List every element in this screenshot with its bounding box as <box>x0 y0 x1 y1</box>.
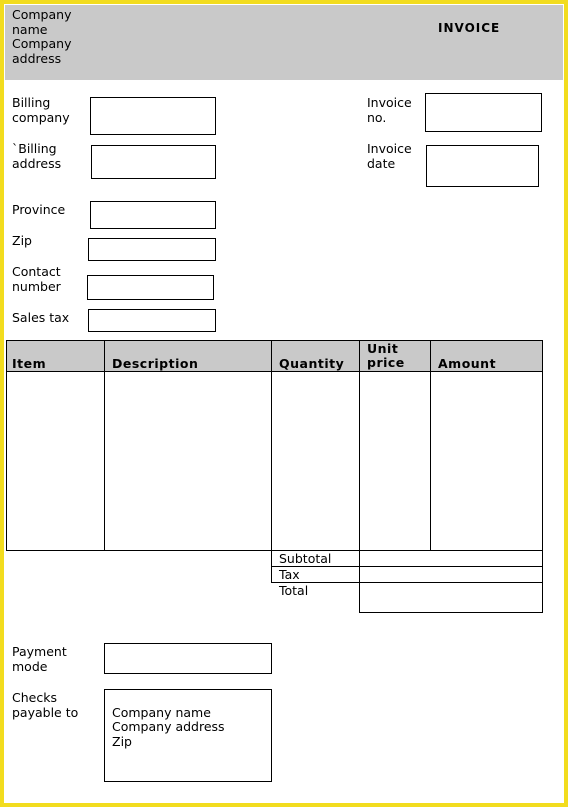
col-divider-2 <box>271 340 272 583</box>
invoice-date-label: Invoice date <box>367 141 412 171</box>
contact-number-field[interactable] <box>87 275 214 300</box>
checks-company-name: Company name <box>112 705 211 720</box>
col-item: Item <box>12 356 47 371</box>
subtotal-label: Subtotal <box>279 551 332 566</box>
col-unit-price: Unit price <box>367 341 405 370</box>
invoice-no-field[interactable] <box>425 93 542 132</box>
col-divider-4 <box>430 340 431 551</box>
billing-address-field[interactable] <box>91 145 216 179</box>
tax-label: Tax <box>279 567 300 582</box>
zip-field[interactable] <box>88 238 216 261</box>
sales-tax-field[interactable] <box>88 309 216 332</box>
col-description: Description <box>112 356 199 371</box>
col-divider-1 <box>104 340 105 551</box>
sales-tax-label: Sales tax <box>12 310 70 325</box>
total-label: Total <box>279 583 309 598</box>
col-amount: Amount <box>438 356 497 371</box>
invoice-no-label: Invoice no. <box>367 95 412 125</box>
invoice-date-field[interactable] <box>426 145 539 187</box>
checks-company-address: Company address <box>112 719 225 734</box>
checks-zip: Zip <box>112 734 132 749</box>
company-name: Company name <box>12 7 72 37</box>
table-bottom-border <box>6 550 543 551</box>
payment-mode-label: Payment mode <box>12 644 67 674</box>
billing-company-label: Billing company <box>12 95 70 125</box>
subtotal-line <box>271 566 543 567</box>
zip-label: Zip <box>12 233 32 248</box>
tax-line-right <box>359 582 543 583</box>
billing-company-field[interactable] <box>90 97 216 135</box>
province-field[interactable] <box>90 201 216 229</box>
header-band <box>5 5 563 80</box>
billing-address-label: `Billing address <box>12 141 62 171</box>
company-address: Company address <box>12 36 72 66</box>
col-quantity: Quantity <box>279 356 345 371</box>
invoice-title: INVOICE <box>438 21 501 35</box>
col-divider-3 <box>359 340 360 613</box>
table-left-border <box>6 340 7 551</box>
table-right-border <box>542 340 543 613</box>
payment-mode-field[interactable] <box>104 643 272 674</box>
checks-payable-label: Checks payable to <box>12 690 79 720</box>
total-bottom-line <box>359 612 543 613</box>
contact-number-label: Contact number <box>12 264 61 294</box>
province-label: Province <box>12 202 66 217</box>
